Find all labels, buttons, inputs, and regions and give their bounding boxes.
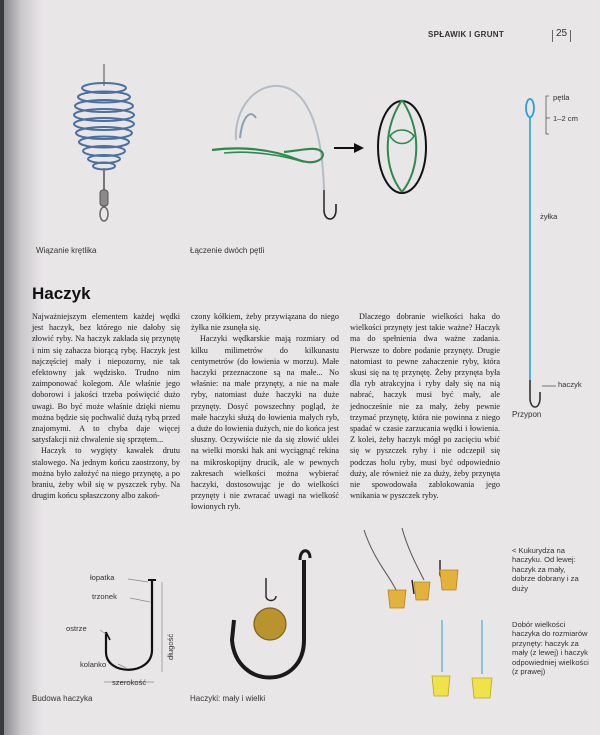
knot-caption: Wiązanie krętlika — [36, 246, 97, 255]
paragraph: Haczyk to wygięty kawałek drutu stalowego. Na jednym końcu zaostrzony, by można było założyć na niego przynętę, a po braniu, żeby wbił się w pyszczek ryby. Na drugim końcu spłaszczony albo zakoń- — [32, 446, 180, 501]
hook-sizes-photo — [232, 551, 310, 678]
paragraph: Najważniejszym elementem każdej wędki jest haczyk, bez którego nie dałoby się złowić ryby. Na haczyk zakłada się przynętę i nim się zahacza biorącą rybę. Haczyk jest najczęściej mały i niepozorny, nie tak efektowny jak wędzisko. Trudno nim zaimponować kolegom. Ale właśnie jego doborowi i jakości trzeba poświęcić dużo uwagi. Bo być może właśnie dzięki niemu można będzie się pochwalić dużą rybą przed znajomymi. A to chyba daje więcej satysfakcji niż chwalenie się sprzętem... — [32, 312, 180, 445]
swivel-knot-illustration — [74, 64, 134, 221]
sizes-caption: Haczyki: mały i wielki — [190, 694, 266, 703]
article-column-2 — [191, 311, 339, 513]
size-selection-photo — [432, 620, 492, 698]
rig-label-hook: haczyk — [558, 380, 582, 389]
size-sidebar-caption: Dobór wielkości haczyka do rozmiarów przynęty: haczyk za mały (z lewej) i haczyk odpowiedniej wielkości (z prawej) — [512, 620, 589, 677]
anatomy-label-shank: trzonek — [92, 592, 117, 601]
running-header: SPŁAWIK I GRUNT — [428, 30, 505, 39]
article-column-3 — [350, 311, 500, 501]
page-number: 25 — [556, 28, 568, 39]
paragraph: Dlaczego dobranie wielkości haka do wielkości przynęty jest takie ważne? Haczyk ma do spełnienia dwa ważne zadania. Pierwsze to dobre podanie przynęty. Drugie natomiast to pewne zahaczenie ryby, która skusi się na tę przynętę. Żeby przynęta była dla ryb atrakcyjna i ryby dały się na nią nabrać, haczyk musi być mały, ale jednocześnie nie za mały, żeby pewnie trzymać przynętę, która nie powinna z niego spadać w czasie zarzucania wędki i łowienia. Z kolei, żeby haczyk mógł po zacięciu wbić się w pyszczek ryby i nie odczepił się podczas holu ryby, musi być odpowiednio duży, ale również nie za duży, żeby przynęta nie spowodowała zablokowania jego wnikania w pyszczek ryby. — [350, 312, 500, 501]
rig-label-length: 1–2 cm — [553, 114, 578, 123]
paragraph: Haczyki wędkarskie mają rozmiary od kilku milimetrów do kilkunastu centymetrów (do łowienia w morzu). Małe haczyki przeznaczone są na małe... No właśnie: na małe przynęty, a nie na małe ryby, natomiast duże haczyki na duże przynęty. Dosyć powszechny pogląd, że małe haczyki służą do łowienia małych ryb, a duże do łowienia dużych, nie do końca jest słuszny. Oczywiście nie da się złowić uklei na wielki morski hak ani wyciągnąć rekina na mikroskopijny drucik, ale w pewnych zakresach wielkości można wybierać haczyki, dostosowując je do wielkości przynęty i nie zwracać uwagi na wielkość łowionych ryb. — [191, 334, 339, 512]
rig-diagram — [526, 96, 556, 407]
corn-on-hooks-photo — [364, 528, 458, 608]
anatomy-label-eye: łopatka — [90, 573, 115, 582]
anatomy-caption: Budowa haczyka — [32, 694, 93, 703]
anatomy-label-length: długość — [166, 633, 175, 660]
anatomy-label-point: ostrze — [66, 624, 87, 633]
anatomy-label-gap: szerokość — [112, 678, 147, 687]
paragraph: czony kółkiem, żeby przywiązana do niego żyłka nie zsunęła się. — [191, 312, 339, 333]
corn-sidebar-caption: < Kukurydza na haczyku. Od lewej: haczyk za mały, dobrze dobrany i za duży — [512, 546, 579, 593]
rig-label-loop: pętla — [553, 93, 570, 102]
book-page — [4, 0, 600, 735]
loop-result-illustration — [378, 100, 426, 193]
loops-caption: Łączenie dwóch pętli — [190, 246, 265, 255]
article-column-1 — [32, 311, 180, 501]
rig-caption: Przypon — [512, 410, 542, 419]
section-heading: Haczyk — [32, 284, 91, 303]
loop-joining-illustration — [212, 86, 364, 219]
rig-label-line: żyłka — [540, 212, 558, 221]
anatomy-label-bend: kolanko — [80, 660, 107, 669]
